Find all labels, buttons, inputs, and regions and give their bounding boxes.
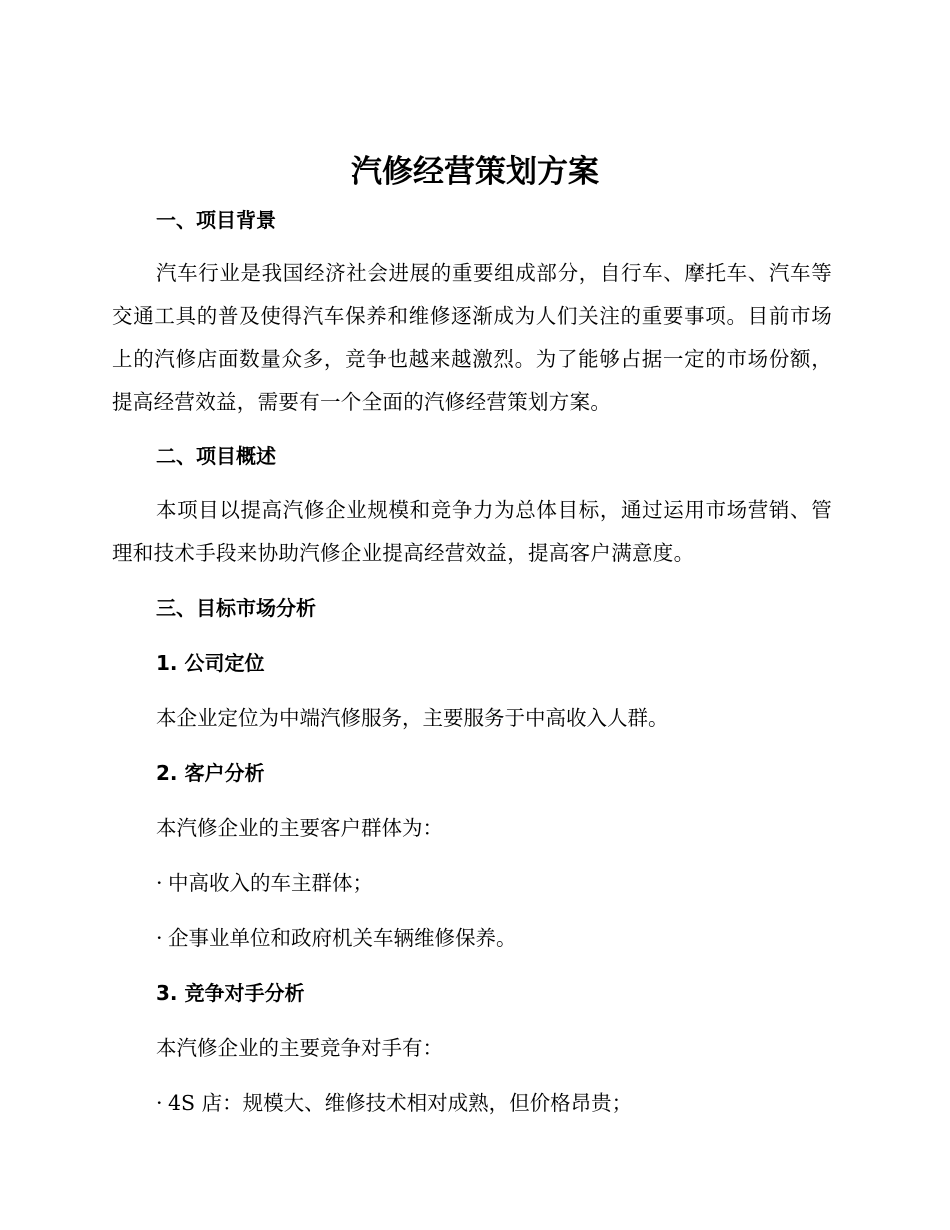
text-customer-intro: 本汽修企业的主要客户群体为：	[156, 816, 443, 840]
section-heading-overview: 二、项目概述	[156, 444, 276, 468]
text-competitor-intro: 本汽修企业的主要竞争对手有：	[156, 1036, 443, 1060]
list-item-text: 中高收入的车主群体；	[168, 871, 373, 895]
subsection-heading-customer: 2. 客户分析	[156, 761, 265, 785]
subsection-heading-positioning: 1. 公司定位	[156, 651, 265, 675]
bullet-icon: ·	[156, 1091, 163, 1115]
text-positioning: 本企业定位为中端汽修服务，主要服务于中高收入人群。	[156, 706, 669, 730]
list-item	[156, 924, 517, 952]
subsection-heading-competitor: 3. 竞争对手分析	[156, 981, 305, 1005]
list-item-text: 企事业单位和政府机关车辆维修保养。	[168, 926, 517, 950]
bullet-icon: ·	[156, 871, 163, 895]
document-title: 汽修经营策划方案	[351, 154, 599, 190]
paragraph-background: 汽车行业是我国经济社会进展的重要组成部分，自行车、摩托车、汽车等交通工具的普及使得汽车保养和维修逐渐成为人们关注的重要事项。目前市场上的汽修店面数量众多，竞争也越来越激烈。为了能够占据一定的市场份额，提高经营效益，需要有一个全面的汽修经营策划方案。	[112, 261, 832, 414]
section-heading-background: 一、项目背景	[156, 208, 276, 232]
list-item-text: 4S 店：规模大、维修技术相对成熟，但价格昂贵；	[168, 1091, 633, 1115]
section-heading-market-analysis: 三、目标市场分析	[156, 596, 316, 620]
list-item	[156, 869, 373, 897]
bullet-icon: ·	[156, 926, 163, 950]
paragraph-overview: 本项目以提高汽修企业规模和竞争力为总体目标，通过运用市场营销、管理和技术手段来协助汽修企业提高经营效益，提高客户满意度。	[112, 498, 832, 565]
list-item	[156, 1089, 632, 1117]
